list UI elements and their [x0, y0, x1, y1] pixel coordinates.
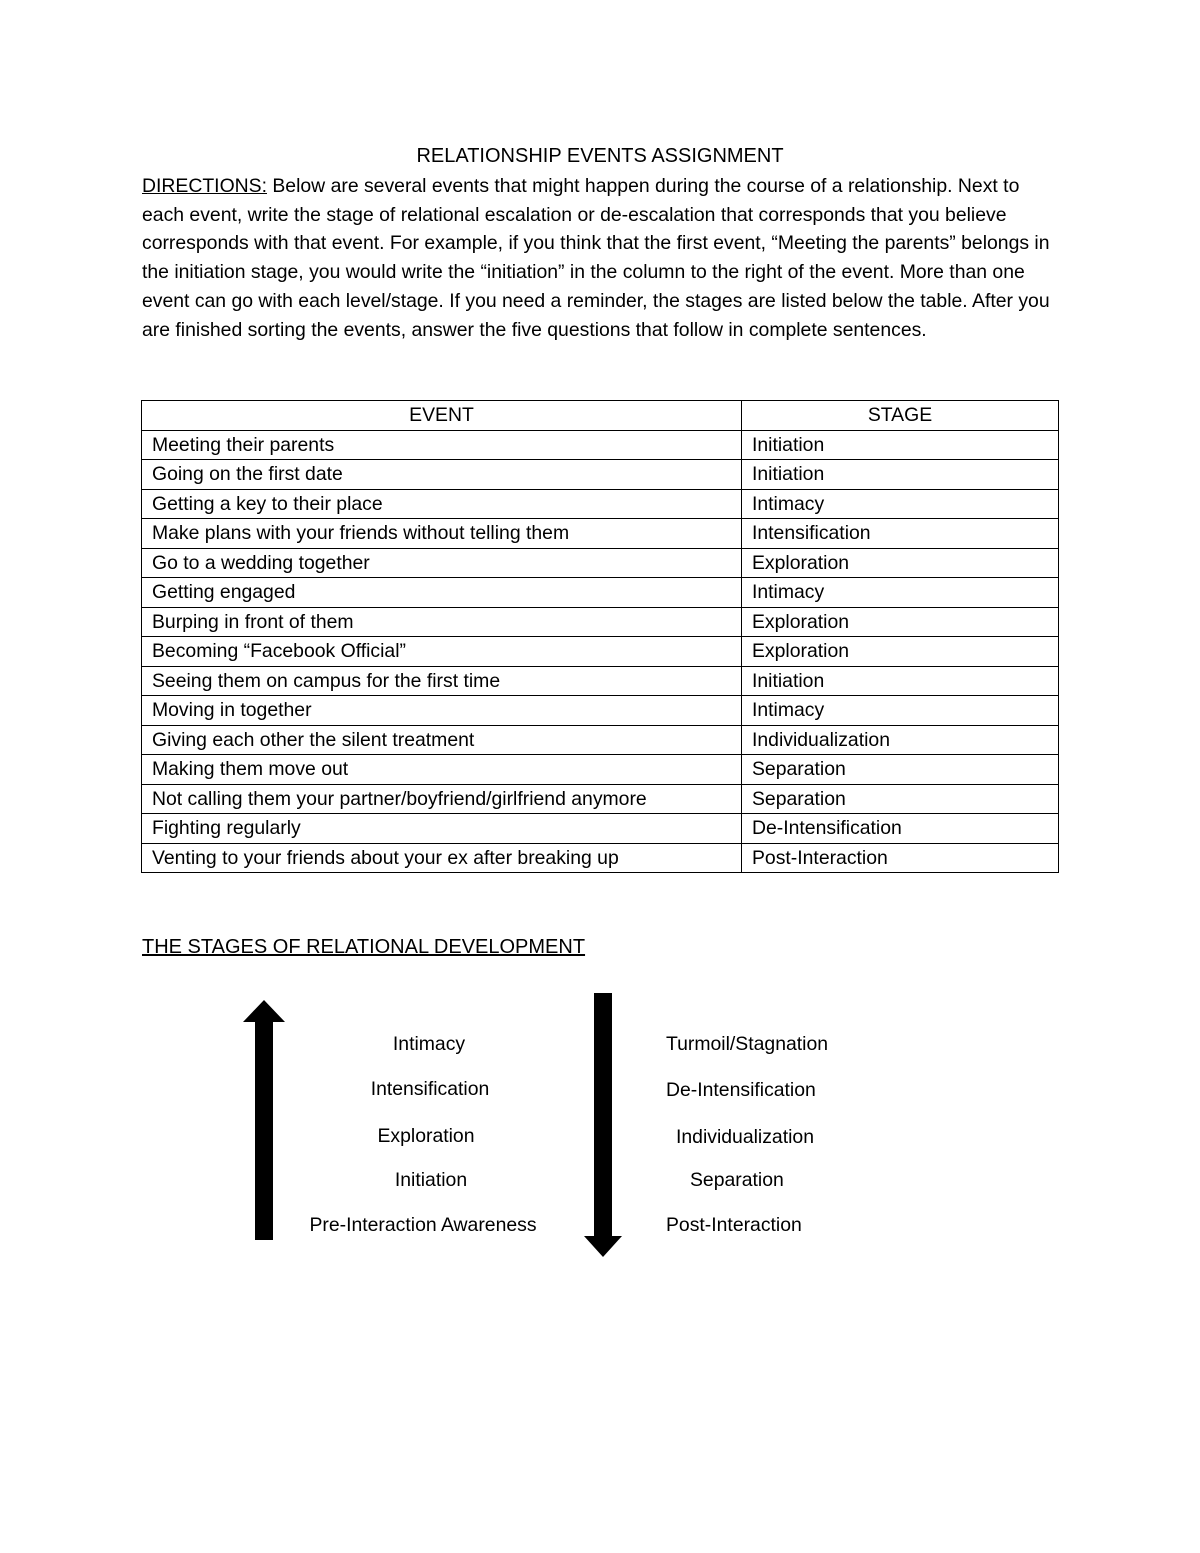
stage-cell: Intimacy: [742, 489, 1059, 519]
stage-cell: Intimacy: [742, 578, 1059, 608]
de-escalation-stage-de-intensification: De-Intensification: [666, 1079, 816, 1101]
stage-cell: Initiation: [742, 666, 1059, 696]
column-header-event: EVENT: [142, 401, 742, 431]
de-escalation-stage-post-interaction: Post-Interaction: [666, 1214, 802, 1236]
table-row: [142, 696, 1059, 726]
event-cell: Burping in front of them: [142, 607, 742, 637]
table-row: [142, 843, 1059, 873]
de-escalation-stage-individualization: Individualization: [676, 1126, 814, 1148]
directions-paragraph: [142, 172, 1060, 344]
event-cell: Moving in together: [142, 696, 742, 726]
escalation-stage-intimacy: Intimacy: [392, 1033, 466, 1055]
event-cell: Becoming “Facebook Official”: [142, 637, 742, 667]
page-title: RELATIONSHIP EVENTS ASSIGNMENT: [416, 145, 784, 167]
stage-cell: Individualization: [742, 725, 1059, 755]
event-cell: Not calling them your partner/boyfriend/girlfriend anymore: [142, 784, 742, 814]
stage-cell: Post-Interaction: [742, 843, 1059, 873]
stage-cell: Separation: [742, 755, 1059, 785]
stages-heading: THE STAGES OF RELATIONAL DEVELOPMENT: [142, 936, 586, 958]
arrow-up-icon: [242, 1000, 286, 1241]
stage-cell: Intimacy: [742, 696, 1059, 726]
event-cell: Getting engaged: [142, 578, 742, 608]
table-row: [142, 430, 1059, 460]
event-cell: Meeting their parents: [142, 430, 742, 460]
table-header-row: [142, 401, 1059, 431]
event-cell: Getting a key to their place: [142, 489, 742, 519]
event-cell: Make plans with your friends without telling them: [142, 519, 742, 549]
event-cell: Going on the first date: [142, 460, 742, 490]
event-cell: Venting to your friends about your ex after breaking up: [142, 843, 742, 873]
escalation-stage-exploration: Exploration: [377, 1125, 475, 1147]
event-cell: Seeing them on campus for the first time: [142, 666, 742, 696]
stage-cell: Exploration: [742, 548, 1059, 578]
table-row: [142, 666, 1059, 696]
event-cell: Making them move out: [142, 755, 742, 785]
event-cell: Fighting regularly: [142, 814, 742, 844]
table-row: [142, 460, 1059, 490]
stage-cell: Exploration: [742, 637, 1059, 667]
table-row: [142, 607, 1059, 637]
escalation-stage-pre-interaction: Pre-Interaction Awareness: [309, 1214, 537, 1236]
table-row: [142, 755, 1059, 785]
stage-cell: Intensification: [742, 519, 1059, 549]
table-row: [142, 725, 1059, 755]
escalation-stage-intensification: Intensification: [370, 1078, 490, 1100]
stage-cell: De-Intensification: [742, 814, 1059, 844]
event-cell: Giving each other the silent treatment: [142, 725, 742, 755]
stage-cell: Separation: [742, 784, 1059, 814]
event-cell: Go to a wedding together: [142, 548, 742, 578]
table-row: [142, 637, 1059, 667]
de-escalation-stage-turmoil: Turmoil/Stagnation: [666, 1033, 829, 1055]
table-row: [142, 548, 1059, 578]
table-row: [142, 814, 1059, 844]
table-row: [142, 784, 1059, 814]
table-row: [142, 578, 1059, 608]
column-header-stage: STAGE: [742, 401, 1059, 431]
escalation-stage-initiation: Initiation: [394, 1169, 468, 1191]
arrow-down-icon: [583, 993, 623, 1258]
de-escalation-stage-separation: Separation: [690, 1169, 784, 1191]
table-row: [142, 489, 1059, 519]
stage-cell: Initiation: [742, 460, 1059, 490]
directions-label: DIRECTIONS:: [142, 175, 267, 197]
stage-cell: Exploration: [742, 607, 1059, 637]
stage-cell: Initiation: [742, 430, 1059, 460]
table-row: [142, 519, 1059, 549]
directions-text: Below are several events that might happen during the course of a relationship. Next to each event, write the stage of relational escalation or de-escalation that corresponds that you believe corresponds with that event. For example, if you think that the first event, “Meeting the parents” belongs in the initiation stage, you would write the “initiation” in the column to the right of the event. More than one event can go with each level/stage. If you need a reminder, the stages are listed below the table. After you are finished sorting the events, answer the five questions that follow in complete sentences.: [142, 175, 1050, 341]
events-table: [141, 400, 1059, 873]
